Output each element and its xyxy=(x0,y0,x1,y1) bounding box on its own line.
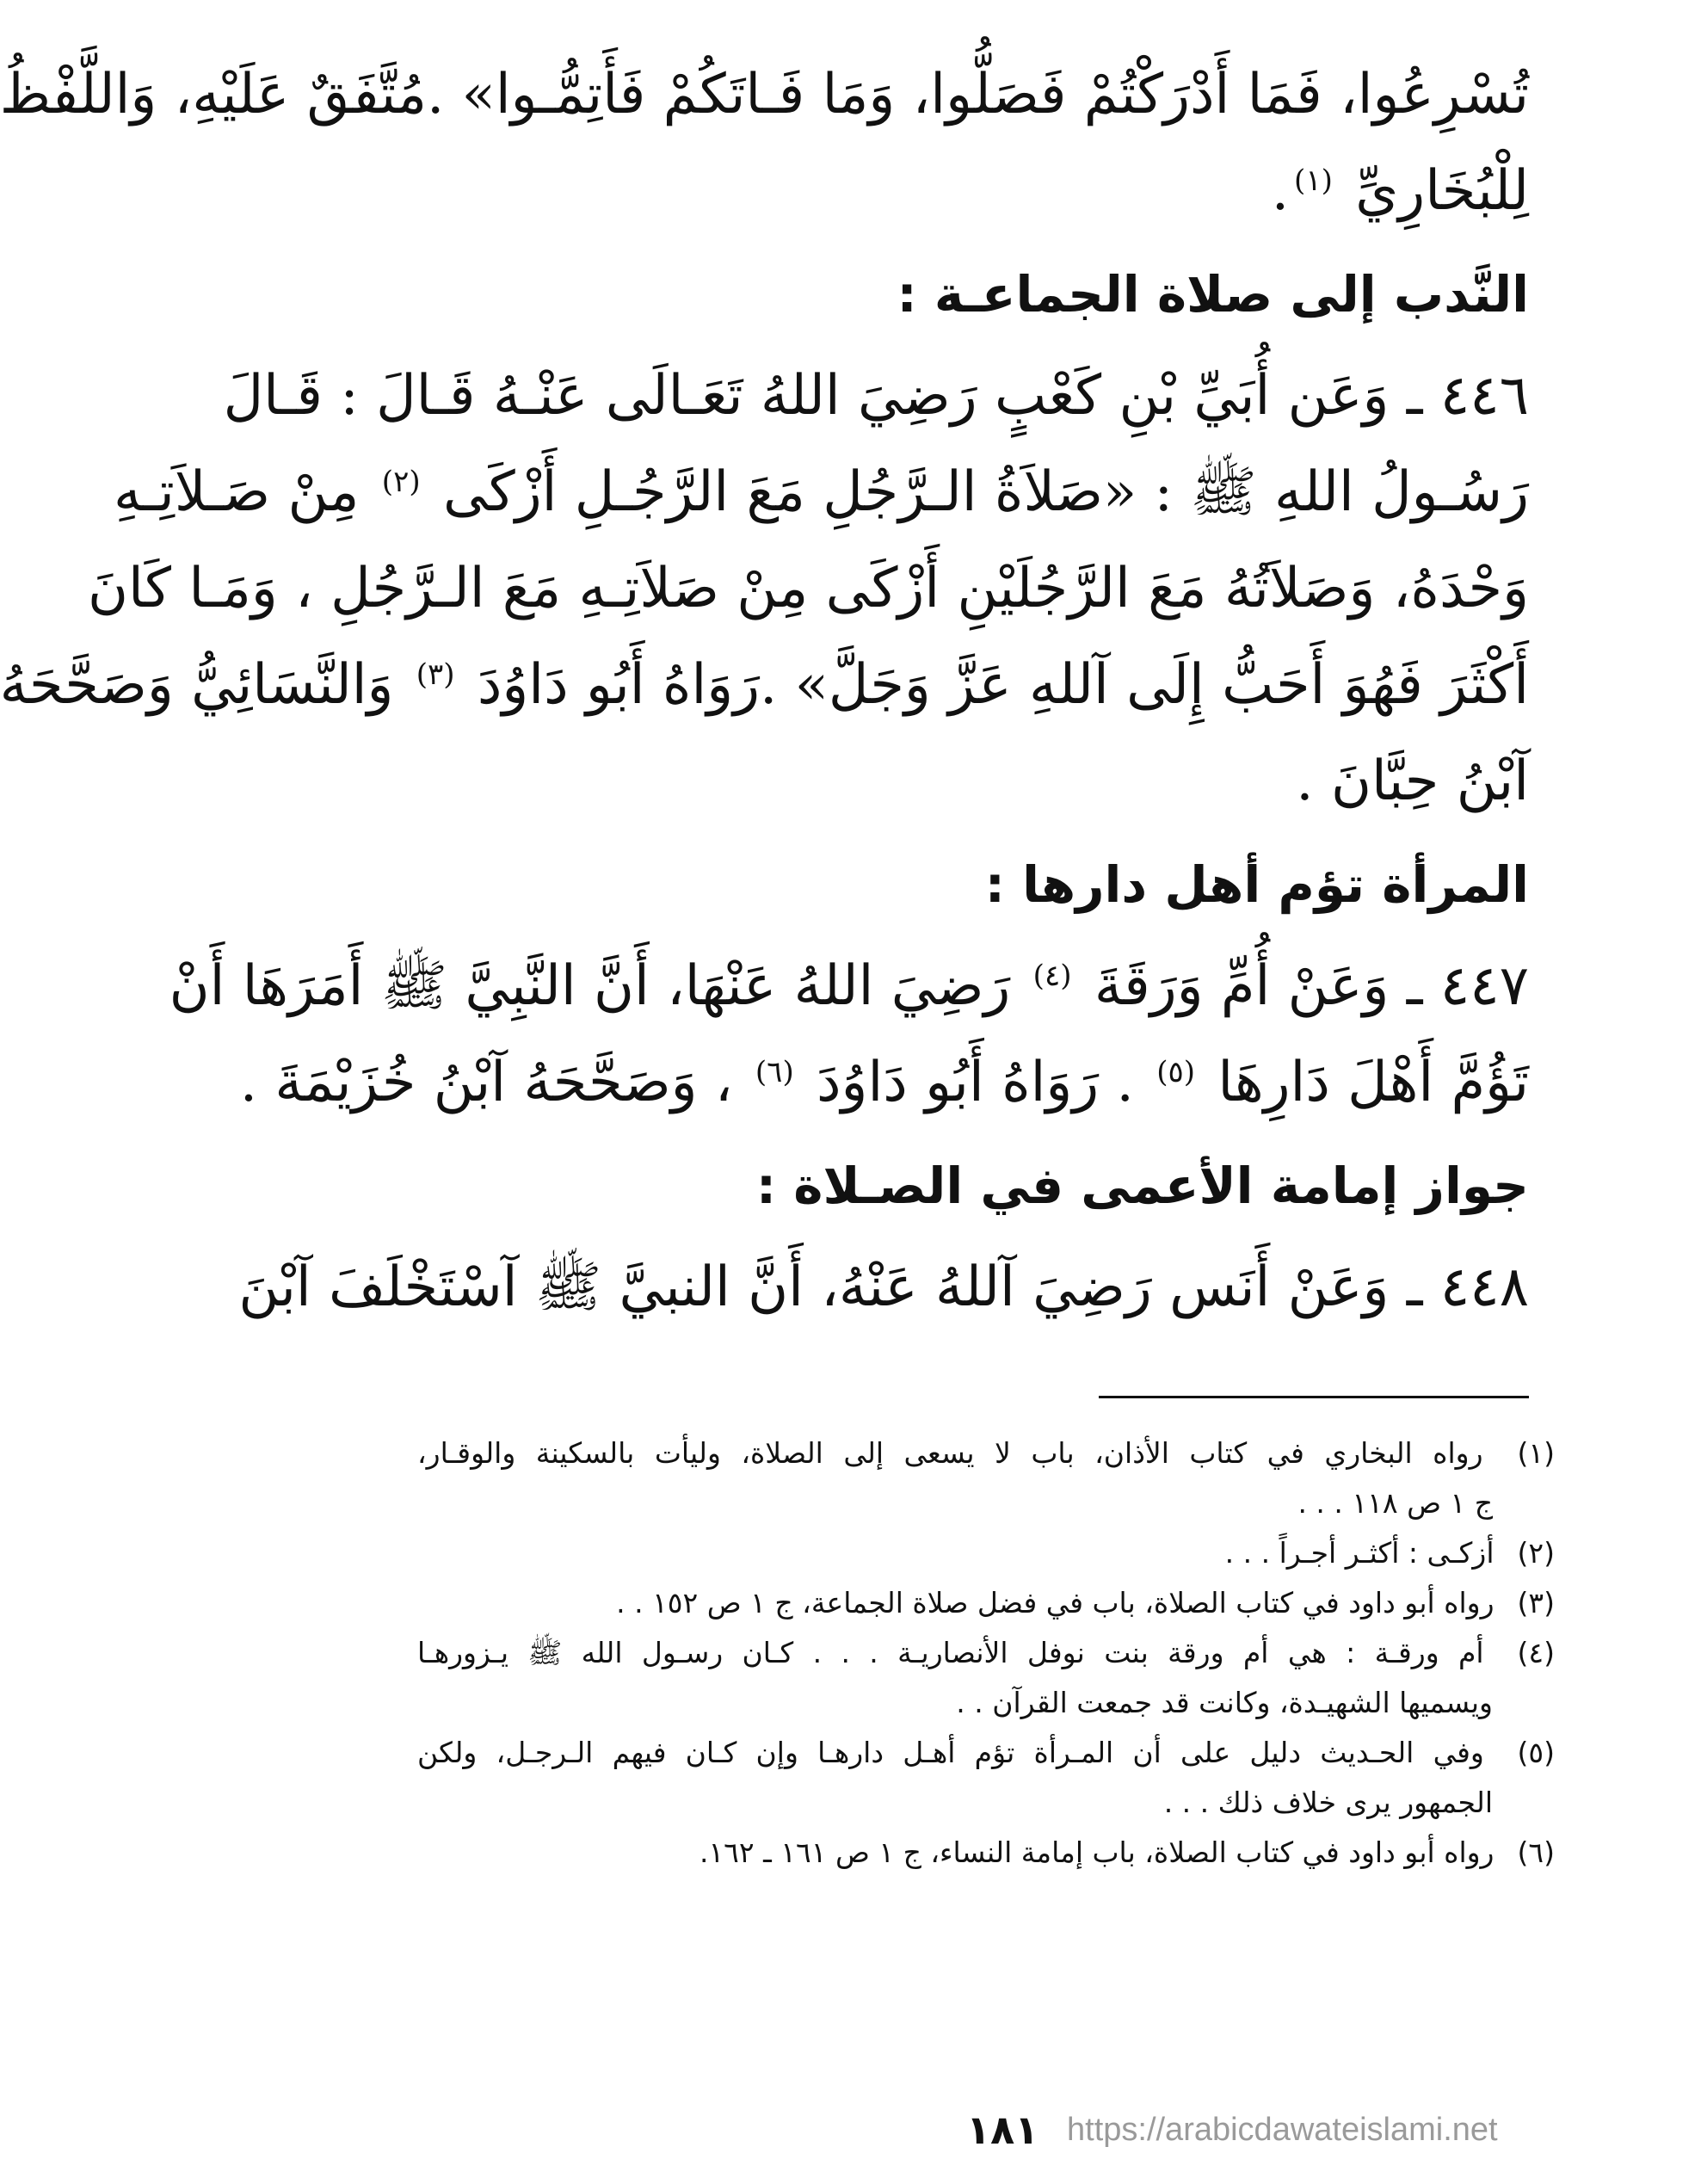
text-span: ٤٤٧ ـ وَعَنْ أُمِّ وَرَقَةَ xyxy=(1094,954,1529,1018)
text-span: آبْنُ حِبَّانَ . xyxy=(1296,750,1529,813)
page-footer xyxy=(770,2100,1544,2160)
text-span: وَحْدَهُ، وَصَلاَتُهُ مَعَ الرَّجُلَيْنِ أَزْكَى مِنْ صَلاَتِـهِ مَعَ الـرَّجُلِ ، وَمَـا كَانَ xyxy=(88,557,1529,620)
section-heading: المرأة تؤم أهل دارها : xyxy=(984,855,1529,914)
footnote-divider xyxy=(1099,1396,1529,1398)
text-line xyxy=(0,52,1529,148)
footnote-continuation xyxy=(417,1778,1555,1828)
text-span: ٤٤٨ ـ وَعَنْ أَنَس رَضِيَ آللهُ عَنْهُ، أَنَّ النبيَّ ﷺ آسْتَخْلَفَ آبْنَ xyxy=(238,1255,1529,1319)
footnote-text: رواه البخاري في كتاب الأذان، باب لا يسعى إلى الصلاة، وليأت بالسكينة والوقـار، xyxy=(417,1436,1483,1470)
footnotes xyxy=(417,1428,1555,1878)
section-heading: جواز إمامة الأعمى في الصـلاة : xyxy=(755,1157,1529,1215)
footnote-marker[interactable]: (١) xyxy=(1294,163,1333,198)
text-line xyxy=(239,1040,1529,1136)
footnote-number: (١) xyxy=(1517,1436,1555,1470)
footnote-number: (٥) xyxy=(1517,1736,1555,1769)
footnote-number: (٦) xyxy=(1517,1835,1555,1869)
text-span: أَكْثَرَ فَهُوَ أَحَبُّ إِلَى آللهِ عَزَّ وَجَلَّ» .رَوَاهُ أَبُو دَاوُدَ xyxy=(477,653,1529,717)
text-line xyxy=(0,642,1529,738)
text-span: تَؤُمَّ أَهْلَ دَارِهَا xyxy=(1217,1051,1529,1114)
footnote-continuation xyxy=(417,1678,1555,1728)
text-span: ٤٤٦ ـ وَعَن أُبَيِّ بْنِ كَعْبٍ رَضِيَ اللهُ تَعَـالَى عَنْـهُ قَـالَ : قَـالَ xyxy=(223,364,1529,428)
footnote-number: (٣) xyxy=(1517,1586,1555,1619)
text-span: . رَوَاهُ أَبُو دَاوُدَ xyxy=(817,1051,1134,1114)
footnote-continuation xyxy=(417,1478,1555,1528)
footnote xyxy=(417,1728,1555,1778)
text-span: تُسْرِعُوا، فَمَا أَدْرَكْتُمْ فَصَلُّوا، وَمَا فَـاتَكُمْ فَأَتِمُّـوا» .مُتَّفَقٌ عَلَيْهِ، وَاللَّفْظُ xyxy=(0,63,1529,126)
footnote-marker[interactable]: (٦) xyxy=(755,1054,794,1089)
main-text xyxy=(0,52,1529,1341)
footnote-text: رواه أبو داود في كتاب الصلاة، باب إمامة النساء، ج ١ ص ١٦١ ـ ١٦٢. xyxy=(699,1835,1495,1869)
footnote-text: الجمهور يرى خلاف ذلك . . . xyxy=(1163,1786,1493,1819)
footnote-marker[interactable]: (٤) xyxy=(1032,958,1072,993)
text-span: لِلْبُخَارِيِّ xyxy=(1355,159,1529,223)
footnote-text: أزكـى : أكثـر أجـراً . . . xyxy=(1224,1536,1495,1570)
text-span: ، وَصَحَّحَهُ آبْنُ خُزَيْمَةَ . xyxy=(239,1051,733,1114)
section-heading: النَّدب إلى صلاة الجماعـة : xyxy=(897,265,1529,324)
footnote xyxy=(417,1628,1555,1678)
text-line xyxy=(113,449,1529,546)
footnote-marker[interactable]: (٢) xyxy=(381,464,421,499)
text-span: رَسُـولُ اللهِ ﷺ : «صَلاَةُ الـرَّجُلِ مَعَ الرَّجُـلِ أَزْكَى xyxy=(442,460,1529,524)
footnote xyxy=(417,1428,1555,1478)
footnote-number: (٤) xyxy=(1517,1636,1555,1669)
text-span: مِنْ صَـلاَتِـهِ xyxy=(113,460,360,524)
footnote-text: ويسميها الشهيـدة، وكانت قد جمعت القرآن . . xyxy=(956,1686,1493,1719)
footnote xyxy=(417,1828,1555,1878)
text-span: وَالنَّسَائِيُّ وَصَحَّحَهُ xyxy=(0,653,394,717)
text-line: لِلْبُخَارِيِّ $^{(١)}$. xyxy=(1271,159,1529,223)
text-span: رَضِيَ اللهُ عَنْهَا، أَنَّ النَّبِيَّ ﷺ أَمَرَهَا أَنْ xyxy=(169,954,1011,1018)
footnote-text: أم ورقـة : هي أم ورقة بنت نوفل الأنصاريـة . . . كـان رسـول الله ﷺ يـزورهـا xyxy=(417,1636,1484,1669)
footnote-number: (٢) xyxy=(1517,1536,1555,1570)
footnote-marker[interactable]: (٣) xyxy=(416,657,455,692)
text-line xyxy=(169,943,1529,1040)
text-line xyxy=(417,738,1529,835)
page-number: ١٨١ xyxy=(966,2107,1039,2153)
footnote xyxy=(417,1578,1555,1628)
footnote-text: ج ١ ص ١١٨ . . . xyxy=(1297,1486,1493,1520)
footnote-text: وفي الحـديث دليل على أن المـرأة تؤم أهـل دارهـا وإن كـان فيهم الـرجـل، ولكن xyxy=(417,1736,1484,1769)
footnote xyxy=(417,1528,1555,1578)
footnote-text: رواه أبو داود في كتاب الصلاة، باب في فضل صلاة الجماعة، ج ١ ص ١٥٢ . . xyxy=(616,1586,1495,1619)
text-line xyxy=(238,1244,1529,1341)
text-line xyxy=(88,546,1529,642)
footnote-marker[interactable]: (٥) xyxy=(1156,1054,1196,1089)
text-line xyxy=(223,353,1529,449)
watermark-url[interactable]: https://arabicdawateislami.net xyxy=(1067,2112,1498,2148)
